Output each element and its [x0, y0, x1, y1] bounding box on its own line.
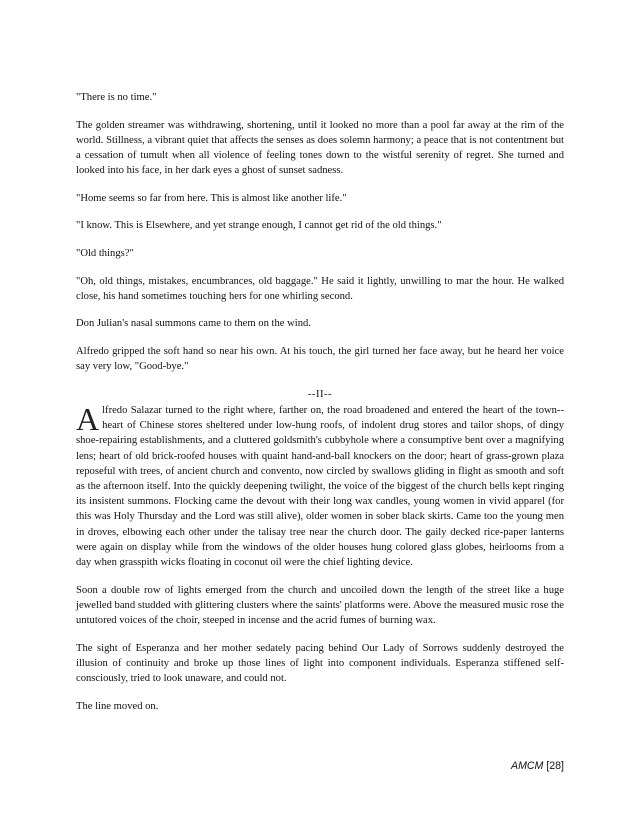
- paragraph: "Oh, old things, mistakes, encumbrances, old baggage." He said it lightly, unwilling to mar the hour. He walked close, his hand sometimes touching hers for one whirling second.: [76, 275, 564, 302]
- paragraph: Alfredo gripped the soft hand so near his own. At his touch, the girl turned her face away, but he heard her voice say very low, "Good-bye.": [76, 345, 564, 373]
- document-page: [76, 90, 564, 726]
- paragraph: "There is no time.": [76, 92, 157, 103]
- drop-cap: A: [76, 400, 100, 437]
- paragraph: The golden streamer was withdrawing, shortening, until it looked no more than a pool far away at the rim of the world. Stillness, a vibrant quiet that affects the senses as does solemn harmony; a peace that is not contentment but a cessation of tumult when all violence of feeling tones down to the wistful serenity of regret. She turned and looked into his face, in her dark eyes a ghost of sunset sadness.: [76, 119, 564, 177]
- paragraph: The sight of Esperanza and her mother sedately pacing behind Our Lady of Sorrows suddenly destroyed the illusion of continuity and broke up those lines of light into component individuals. Esperanza stiffened self-consciously, tried to look unaware, and could not.: [76, 642, 564, 684]
- section-first-paragraph-text: lfredo Salazar turned to the right where, farther on, the road broadened and entered the heart of the town--heart of Chinese stores sheltered under low-hung roofs, of indolent drug stores and tailor shops, of dingy shoe-repairing establishments, and a cluttered goldsmith's cubbyhole where a consumptive bent over a magnifying lens; heart of old brick-roofed houses with quaint hand-and-ball knockers on the door; heart of grass-grown plaza reposeful with trees, of ancient church and convento, now circled by swallows gliding in flight as smooth and soft as the afternoon itself. Into the quickly deepening twilight, the voice of the biggest of the church bells kept ringing its insistent summons. Flocking came the devout with their long wax candles, young women in vivid apparel (for this was Holy Thursday and the Lord was still alive), older women in sober black skirts. Came too the young men in droves, elbowing each other under the talisay tree near the church door. The gaily decked rice-paper lanterns were again on display while from the windows of the older houses hung colored glass globes, heirlooms from a day when grasspith wicks floating in coconut oil were the chief lighting device.: [76, 404, 564, 568]
- page-number: [28]: [546, 760, 564, 772]
- paragraph: "Home seems so far from here. This is almost like another life.": [76, 192, 347, 204]
- paragraph: Don Julian's nasal summons came to them on the wind.: [76, 318, 311, 330]
- section-marker: --II--: [307, 388, 333, 400]
- paragraph: The line moved on.: [76, 700, 159, 712]
- paragraph: Soon a double row of lights emerged from the church and uncoiled down the length of the street like a huge jewelled band studded with glittering clusters where the saints' platforms were. Above the measured music rose the untutored voices of the choir, steeped in incense and the acrid fumes of burning wax.: [76, 584, 564, 626]
- section-first-paragraph: [76, 400, 564, 570]
- page-footer: [511, 760, 564, 772]
- paragraph: "I know. This is Elsewhere, and yet strange enough, I cannot get rid of the old things.": [76, 220, 442, 232]
- paragraph: "Old things?": [76, 247, 134, 259]
- footer-label: AMCM: [511, 760, 544, 772]
